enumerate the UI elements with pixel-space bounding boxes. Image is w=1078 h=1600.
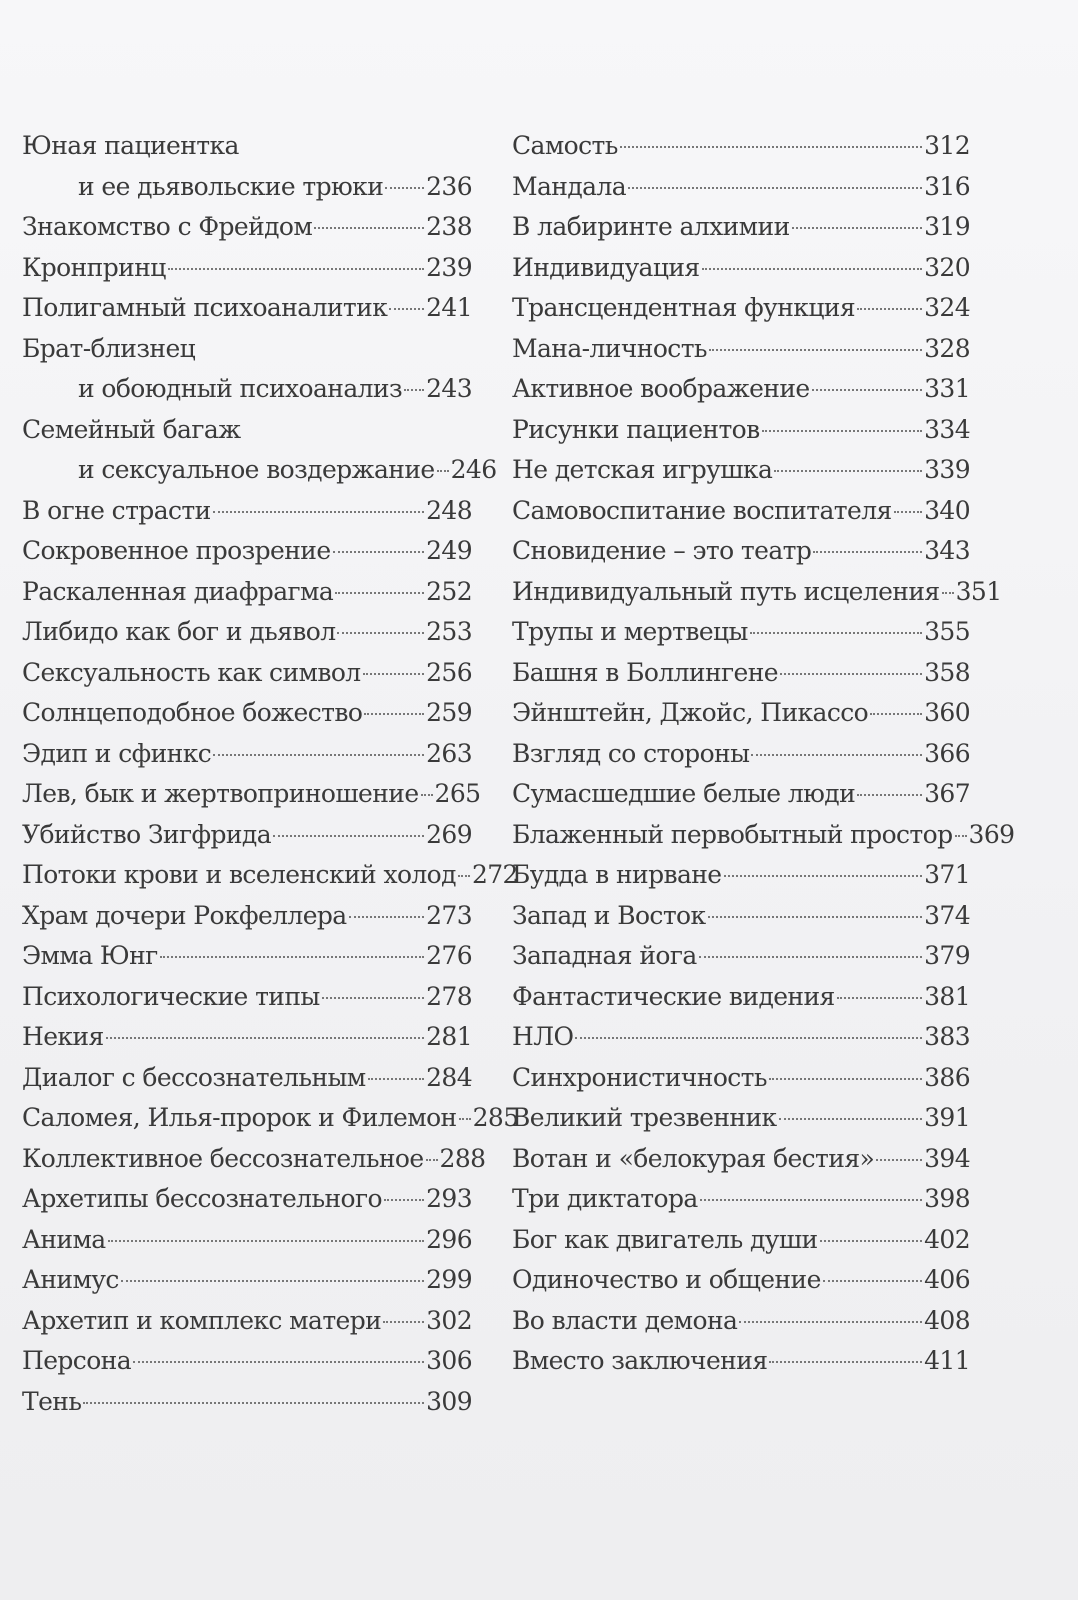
toc-entry (512, 207, 970, 248)
toc-entry (22, 288, 472, 329)
toc-leader-dots (750, 632, 922, 634)
toc-entry-page: 394 (924, 1143, 970, 1173)
toc-entry-title: Анимус (22, 1265, 119, 1294)
toc-leader-dots (335, 592, 424, 594)
toc-leader-dots (333, 551, 425, 553)
toc-leader-dots (780, 673, 922, 675)
toc-entry-page: 273 (426, 900, 472, 930)
toc-entry-page: 366 (924, 738, 970, 768)
toc-leader-dots (769, 1361, 922, 1363)
toc-entry-title: Сумасшедшие белые люди (512, 779, 856, 808)
toc-entry-page: 265 (434, 779, 481, 808)
toc-entry (512, 491, 970, 532)
toc-entry-page: 263 (426, 738, 472, 768)
toc-entry (512, 693, 970, 734)
toc-entry (22, 1139, 486, 1180)
toc-entry-page: 411 (924, 1346, 970, 1375)
toc-entry (512, 1301, 970, 1342)
toc-entry (22, 450, 497, 491)
toc-entry-page: 386 (924, 1062, 970, 1092)
toc-leader-dots (699, 956, 922, 958)
toc-entry-title: Сексуальность как символ (22, 657, 361, 687)
toc-entry (22, 977, 472, 1018)
toc-entry-page: 272 (471, 860, 518, 889)
toc-entry (512, 977, 970, 1018)
toc-entry (22, 896, 472, 937)
toc-entry-title: Будда в нирване (512, 860, 722, 889)
toc-entry (22, 531, 472, 572)
toc-leader-dots (384, 1199, 424, 1201)
toc-entry-page: 355 (924, 617, 970, 646)
toc-entry (22, 369, 472, 410)
toc-entry-page: 316 (924, 171, 970, 201)
toc-entry-title: Солнцеподобное божество (22, 698, 363, 727)
toc-leader-dots (823, 1280, 922, 1282)
toc-leader-dots (437, 470, 449, 472)
toc-entry-title: Мандала (512, 171, 627, 201)
toc-entry-title: Индивидуальный путь исцеления (512, 576, 940, 606)
toc-entry-title: Синхронистичность (512, 1062, 767, 1092)
toc-entry-page: 383 (924, 1022, 970, 1051)
toc-entry-title: Убийство Зигфрида (22, 819, 272, 849)
toc-entry-page: 379 (924, 941, 970, 970)
toc-entry-title: Западная йога (512, 941, 697, 970)
toc-entry-title: Сокровенное прозрение (22, 536, 331, 565)
toc-leader-dots (337, 632, 424, 634)
toc-entry (512, 1098, 970, 1139)
toc-entry-page: 306 (426, 1346, 472, 1375)
toc-entry-title: Фантастические видения (512, 981, 835, 1011)
toc-leader-dots (213, 754, 424, 756)
toc-entry-page: 296 (426, 1224, 472, 1254)
toc-entry (22, 1017, 472, 1058)
toc-leader-dots (575, 1037, 922, 1039)
toc-entry-title: Архетип и комплекс матери (22, 1305, 382, 1335)
toc-entry-title: Башня в Боллингене (512, 657, 778, 687)
toc-entry-title: Во власти демона (512, 1305, 738, 1335)
toc-entry (22, 491, 472, 532)
toc-leader-dots (273, 835, 424, 837)
toc-entry (512, 531, 970, 572)
toc-entry-title: Полигамный психоаналитик (22, 293, 388, 322)
toc-leader-dots (363, 673, 424, 675)
toc-entry-page: 278 (426, 981, 472, 1011)
toc-leader-dots (769, 1078, 922, 1080)
toc-leader-dots (385, 187, 424, 189)
toc-entry (22, 1301, 472, 1342)
toc-entry (22, 1179, 472, 1220)
toc-entry-title: Не детская игрушка (512, 455, 773, 484)
toc-leader-dots (213, 511, 424, 513)
toc-column-left (22, 126, 519, 1422)
toc-entry-page: 246 (450, 455, 497, 484)
toc-entry-title: Трансцендентная функция (512, 293, 856, 322)
toc-entry (512, 734, 970, 775)
toc-column-right (512, 126, 1015, 1382)
toc-entry-title: Анима (22, 1224, 106, 1254)
toc-entry (512, 1179, 970, 1220)
toc-entry-title: НЛО (512, 1022, 574, 1051)
toc-entry-page: 324 (924, 293, 970, 322)
toc-entry (512, 1220, 970, 1261)
toc-entry (512, 167, 970, 208)
toc-entry-page: 253 (426, 617, 472, 646)
toc-entry-page: 374 (924, 900, 970, 930)
toc-leader-dots (792, 227, 922, 229)
toc-entry-title: Психологические типы (22, 981, 320, 1011)
toc-entry-page: 340 (924, 495, 970, 525)
toc-entry (512, 288, 970, 329)
toc-leader-dots (628, 187, 922, 189)
toc-entry (512, 936, 970, 977)
toc-entry (512, 855, 970, 896)
toc-entry-page: 309 (426, 1386, 472, 1416)
toc-entry-page: 391 (924, 1103, 970, 1132)
toc-entry-page: 276 (426, 941, 472, 970)
toc-entry-title: Кронпринц (22, 252, 166, 282)
toc-entry-page: 319 (924, 212, 970, 241)
toc-entry-title: Некия (22, 1022, 104, 1051)
toc-leader-dots (702, 268, 923, 270)
toc-entry-page: 328 (924, 333, 970, 363)
toc-entry (22, 1260, 472, 1301)
toc-entry-page: 339 (924, 455, 970, 484)
toc-entry (22, 855, 518, 896)
toc-entry-title: Брат-близнец (22, 333, 196, 363)
toc-entry-page: 269 (426, 819, 472, 849)
toc-entry (512, 1139, 970, 1180)
toc-leader-dots (620, 146, 922, 148)
toc-entry-title: Персона (22, 1346, 132, 1375)
toc-entry (512, 450, 970, 491)
toc-entry-page: 252 (426, 576, 472, 606)
toc-entry-title: Коллективное бессознательное (22, 1143, 424, 1173)
toc-entry (512, 1017, 970, 1058)
toc-entry-title: Самость (512, 131, 618, 160)
toc-entry-title: Раскаленная диафрагма (22, 576, 334, 606)
toc-entry-title: Запад и Восток (512, 900, 706, 930)
toc-entry-title: Лев, бык и жертвоприношение (22, 779, 419, 808)
toc-leader-dots (857, 308, 922, 310)
toc-entry-title: Активное воображение (512, 374, 810, 403)
toc-entry-title: Эдип и сфинкс (22, 738, 212, 768)
toc-entry-page: 284 (426, 1062, 472, 1092)
toc-entry (22, 1382, 472, 1423)
toc-entry-page: 369 (968, 819, 1015, 849)
toc-leader-dots (857, 794, 922, 796)
toc-entry-title: В лабиринте алхимии (512, 212, 790, 241)
toc-leader-dots (322, 997, 424, 999)
toc-leader-dots (708, 916, 923, 918)
toc-entry-page: 256 (426, 657, 472, 687)
toc-leader-dots (459, 1118, 471, 1120)
toc-entry-page: 334 (924, 414, 970, 444)
toc-entry (22, 693, 472, 734)
toc-entry-page: 358 (924, 657, 970, 687)
toc-leader-dots (160, 956, 424, 958)
toc-leader-dots (168, 268, 424, 270)
toc-entry-page: 343 (924, 536, 970, 565)
toc-entry (512, 410, 970, 451)
toc-entry (22, 207, 472, 248)
toc-entry-page: 299 (426, 1265, 472, 1294)
toc-entry-title: Рисунки пациентов (512, 414, 760, 444)
toc-entry-title: Бог как двигатель души (512, 1224, 818, 1254)
toc-entry-page: 381 (924, 981, 970, 1011)
toc-entry (22, 126, 472, 167)
toc-entry-page: 238 (426, 212, 472, 241)
toc-leader-dots (709, 349, 922, 351)
toc-leader-dots (314, 227, 424, 229)
toc-entry-title: Вотан и «белокурая бестия» (512, 1143, 875, 1173)
toc-leader-dots (368, 1078, 424, 1080)
toc-entry (512, 653, 970, 694)
toc-entry (512, 248, 970, 289)
toc-entry-title: Вместо заключения (512, 1346, 768, 1375)
toc-entry (22, 1220, 472, 1261)
toc-entry-title: Храм дочери Рокфеллера (22, 900, 347, 930)
toc-entry-title: Диалог с бессознательным (22, 1062, 366, 1092)
toc-entry (512, 815, 1015, 856)
toc-leader-dots (724, 875, 923, 877)
toc-entry (22, 734, 472, 775)
toc-entry-page: 320 (924, 252, 970, 282)
toc-leader-dots (121, 1280, 424, 1282)
toc-leader-dots (383, 1321, 424, 1323)
toc-entry-title: Блаженный первобытный простор (512, 819, 953, 849)
toc-entry (22, 167, 472, 208)
toc-leader-dots (106, 1037, 424, 1039)
toc-entry-page: 406 (924, 1265, 970, 1294)
toc-entry (22, 1058, 472, 1099)
toc-entry-title: и сексуальное воздержание (78, 455, 435, 484)
toc-entry-title: Семейный багаж (22, 414, 241, 444)
toc-entry-page: 288 (439, 1143, 486, 1173)
toc-entry (512, 896, 970, 937)
toc-entry-page: 402 (924, 1224, 970, 1254)
toc-entry-page: 248 (426, 495, 472, 525)
toc-leader-dots (774, 470, 922, 472)
toc-entry (22, 815, 472, 856)
toc-leader-dots (870, 713, 922, 715)
toc-entry-title: Архетипы бессознательного (22, 1184, 382, 1213)
toc-entry (22, 612, 472, 653)
toc-entry-title: Взгляд со стороны (512, 738, 750, 768)
toc-entry-page: 236 (426, 171, 472, 201)
toc-entry-title: Мана-личность (512, 333, 707, 363)
toc-entry-title: Потоки крови и вселенский холод (22, 860, 456, 889)
toc-leader-dots (83, 1402, 424, 1404)
toc-entry-title: Сновидение – это театр (512, 536, 812, 565)
toc-leader-dots (779, 1118, 923, 1120)
toc-leader-dots (837, 997, 922, 999)
toc-entry-page: 281 (426, 1022, 472, 1051)
toc-entry-page: 259 (426, 698, 472, 727)
toc-leader-dots (812, 389, 922, 391)
toc-entry-title: Эмма Юнг (22, 941, 158, 970)
toc-entry (22, 1341, 472, 1382)
toc-entry-title: Либидо как бог и дьявол (22, 617, 336, 646)
toc-entry-page: 398 (924, 1184, 970, 1213)
toc-leader-dots (739, 1321, 922, 1323)
toc-entry-title: Великий трезвенник (512, 1103, 777, 1132)
toc-entry-title: Тень (22, 1386, 82, 1416)
toc-leader-dots (762, 430, 922, 432)
toc-entry-page: 243 (426, 374, 472, 403)
toc-leader-dots (364, 713, 424, 715)
toc-entry-page: 408 (924, 1305, 970, 1335)
toc-entry-page: 302 (426, 1305, 472, 1335)
toc-entry-title: Три диктатора (512, 1184, 698, 1213)
toc-entry-page: 312 (924, 131, 970, 160)
toc-entry-title: Трупы и мертвецы (512, 617, 748, 646)
toc-leader-dots (955, 835, 967, 837)
toc-entry (512, 1260, 970, 1301)
toc-entry-page: 331 (924, 374, 970, 403)
toc-entry (22, 410, 472, 451)
toc-entry-page: 367 (924, 779, 970, 808)
toc-entry (512, 126, 970, 167)
toc-entry-title: Знакомство с Фрейдом (22, 212, 313, 241)
toc-leader-dots (421, 794, 433, 796)
toc-entry-title: и обоюдный психоанализ (78, 374, 403, 403)
toc-entry (512, 329, 970, 370)
toc-entry-page: 371 (924, 860, 970, 889)
toc-entry (512, 1058, 970, 1099)
toc-leader-dots (108, 1240, 424, 1242)
toc-leader-dots (389, 308, 424, 310)
toc-entry (22, 1098, 519, 1139)
toc-entry-title: Юная пациентка (22, 131, 239, 160)
toc-leader-dots (426, 1159, 438, 1161)
toc-entry-title: Одиночество и общение (512, 1265, 821, 1294)
toc-entry (22, 329, 472, 370)
toc-entry (512, 369, 970, 410)
toc-leader-dots (894, 511, 922, 513)
toc-leader-dots (349, 916, 424, 918)
toc-entry-page: 285 (472, 1103, 519, 1132)
toc-entry (512, 1341, 970, 1382)
toc-entry (22, 572, 472, 613)
toc-entry-title: Саломея, Илья-пророк и Филемон (22, 1103, 457, 1132)
toc-entry (512, 612, 970, 653)
toc-leader-dots (942, 592, 954, 594)
toc-entry-title: Индивидуация (512, 252, 700, 282)
toc-entry-page: 241 (426, 293, 472, 322)
toc-entry-page: 249 (426, 536, 472, 565)
toc-leader-dots (751, 754, 922, 756)
toc-leader-dots (700, 1199, 922, 1201)
toc-leader-dots (404, 389, 424, 391)
toc-leader-dots (458, 875, 470, 877)
toc-entry-page: 293 (426, 1184, 472, 1213)
toc-entry-page: 360 (924, 698, 970, 727)
toc-leader-dots (876, 1159, 922, 1161)
toc-entry (22, 774, 481, 815)
toc-entry (512, 774, 970, 815)
toc-leader-dots (820, 1240, 923, 1242)
toc-entry-page: 351 (955, 576, 1002, 606)
toc-entry (22, 248, 472, 289)
toc-entry (512, 572, 1002, 613)
toc-entry (22, 936, 472, 977)
toc-entry-page: 239 (426, 252, 472, 282)
toc-leader-dots (133, 1361, 424, 1363)
toc-entry-title: Эйнштейн, Джойс, Пикассо (512, 698, 869, 727)
toc-leader-dots (813, 551, 922, 553)
toc-entry-title: В огне страсти (22, 495, 211, 525)
toc-entry-title: и ее дьявольские трюки (78, 171, 384, 201)
toc-entry-title: Самовоспитание воспитателя (512, 495, 892, 525)
toc-entry (22, 653, 472, 694)
